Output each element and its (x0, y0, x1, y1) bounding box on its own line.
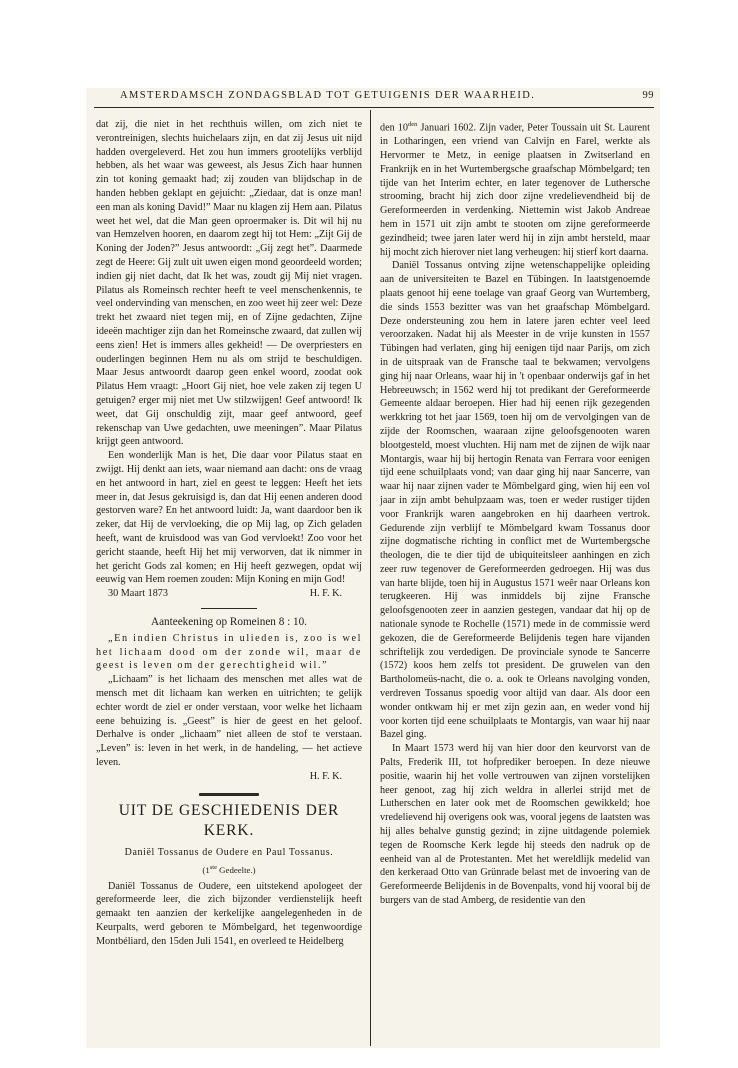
part-prefix: (1 (202, 864, 210, 875)
column-divider (370, 110, 371, 1046)
sermon-date: 30 Maart 1873 (108, 588, 168, 600)
right-column (380, 118, 650, 908)
part-ordinal: ste (209, 863, 217, 871)
part-suffix: Gedeelte.) (216, 864, 256, 875)
left-column (96, 118, 362, 949)
masthead-title: AMSTERDAMSCH ZONDAGSBLAD TOT GETUIGENIS DER WAARHEID. (120, 90, 536, 101)
annotation-author: H. F. K. (309, 770, 342, 782)
ornamental-rule (199, 793, 259, 796)
section-part (96, 860, 362, 878)
annotation-quote: „En indien Christus in ulieden is, zoo is wel het lichaam dood om der zonde wil, maar de geest is leven om der gerechtigheid wil.” (96, 632, 362, 672)
sermon-paragraph-2: Een wonderlijk Man is het, Die daar voor Pilatus staat en zwijgt. Hij denkt aan iets, waar niemand aan dacht: ons de vraag en het antwoord in hart, ziel en geest te leggen: Heeft het iets meer in, dat Jesus gekruisigd is, dan dat Hij eenen anderen dood gestorven ware? En het antwoord luidt: Ja, want daardoor ben ik zeker, dat Hij de vervloeking, die op Mij lag, op Zich geladen heeft, want de kruisdood was van God vervloekt! Zoo voor het gericht staande, heeft Hij het mij verworven, dat ik nimmer in het gericht Gods zal komen; en Hij heeft gezwegen, opdat wij eeuwig van Hem roemen zouden: Mijn Koning en mijn God! (96, 450, 362, 586)
section-title: UIT DE GESCHIEDENIS DER KERK. (118, 801, 340, 839)
annotation-title: Aanteekening op Romeinen 8 : 10. (151, 615, 307, 628)
history-paragraph-4: In Maart 1573 werd hij van hier door den keurvorst van de Palts, Frederik III, tot hofprediker beroepen. In deze nieuwe positie, waarin hij het volle vertrouwen van zijnen vorstelijken heer genoot, zag hij zich weldra in allerlei strijd met de Lutherschen en later ook met de Roomschen gewikkeld; hoe vredelievend hij overigens ook was, vooral jegens de laatsten was hij alles behalve gunstig gezind; in zijne uitdagende polemiek tegen de Roomsche Kerk legde hij steeds den nadruk op de eenheid van al de Protestanten. Met het wereldlijk medelid van den kerkeraad Otto van Grünrade belast met de invoering van de Gereformeerde Belijdenis in de Bovenpalts, vond hij vooral bij de burgers van de stad Amberg, de residentie van den (380, 743, 650, 907)
annotation-body: „Lichaam” is het lichaam des menschen met alles wat de mensch met dit lichaam kan werken en uitrichten; te gelijk echter wordt de ziel er onder verstaan, voor welke het lichaam eene behuizing is. „Geest” is hier de geest en het geloof. Derhalve is onder „lichaam” niet alleen de stof te verstaan. „Leven” is: leven in het werk, in de handeling, — het actieve leven. (96, 674, 362, 769)
sermon-signature (96, 587, 362, 601)
sermon-paragraph-1: dat zij, die niet in het rechthuis willen, om zich niet te verontreinigen, slechts huichelaars zijn, en dat zij Jesus uit nijd hadden overgeleverd. Het zou hun immers grootelijks verblijd hebben, als het waar was geweest, als Jesus Zich haar hunnen zin tot koning gemaakt had; zij zouden van blijdschap in de handen hebben geklapt en gejuicht: „Ziedaar, dat is onze man! een man als koning David!” Maar nu klagen zij Hem aan. Pilatus weet het wel, dat die Man geen oproermaker is. Dit wil hij nu van Hemzelven hooren, en daarom zegt hij tot Hem: „Zijt Gij de Koning der Joden?” Jesus antwoordt: „Gij zegt het”. Daarmede zegt de Heere: Gij zult uit uwen eigen mond geoordeeld worden; indien gij niet dacht, dat Ik het was, zoudt gij Mij niet vragen. Pilatus als Romeinsch rechter heeft te veel menschenkennis, te veel ondervinding van menschen, en zoo weet hij zeer wel: Deze trekt het zwaard niet tegen mij, en of Zijne gedachten, Zijne ideeën machtiger zijn dan het Romeinsche zwaard, dat zullen wij eens zien! Het is immers alles gekheid! — De overpriesters en ouderlingen beginnen Hem nu als om strijd te beschuldigen. Maar Jesus antwoordt daarop geen enkel woord, zoodat ook Pilatus Hem vraagt: „Hoort Gij niet, hoe vele zaken zij tegen U getuigen? erger mij niet met Uw stilzwijgen! Geef antwoord! Ik weet, dat Gij onschuldig zijt, maar geef antwoord, geef rekenschap van Uwe gedachten, uwe meeningen”. Maar Pilatus krijgt geen antwoord. (96, 119, 362, 448)
article-separator (201, 608, 257, 609)
running-header (94, 90, 654, 106)
history-paragraph-1: Daniël Tossanus de Oudere, een uitstekend apologeet der gereformeerde leer, die zich bijzonder verdienstelijk heeft gemaakt ten aanzien der kerkelijke aangelegenheden in de Keurpalts, werd geboren te Mömbelgard, het tegenwoordige Montbéliard, den 15den Juli 1541, en overleed te Heidelberg (96, 880, 362, 947)
date-ordinal: den (408, 121, 418, 128)
sermon-author: H. F. K. (309, 588, 342, 600)
date-prefix: den 10 (380, 122, 409, 134)
newspaper-page (86, 88, 660, 1048)
section-subtitle: Daniël Tossanus de Oudere en Paul Tossanus. (124, 846, 334, 858)
history-paragraph-2 (380, 118, 650, 259)
header-rule (94, 107, 654, 108)
history-paragraph-2-text: Januari 1602. Zijn vader, Peter Toussain uit St. Laurent in Lotharingen, een vriend van Calvijn en Farel, werkte als Hervormer te Metz, in eenige plaatsen in Zwitserland en Frankrijk en in het Wurtembergsche graafschap Mömbelgard; ten tijde van het Interim echter, en later tegenover de Luthersche strooming, bracht hij zich door zijne vredelievendheid bij de Gereformeerden in verdenking. Niettemin wist Jakob Andreae hem in 1571 uit zijn ambt te stooten om zijne gereformeerde gezindheid; twee jaren later werd hij in zijn ambt hersteld, maar hij mocht zich hierover niet lang verheugen: hij stierf kort daarna. (380, 122, 650, 258)
annotation-signature (96, 770, 362, 784)
history-paragraph-3: Daniël Tossanus ontving zijne wetenschappelijke opleiding aan de universiteiten te Bazel en Tübingen. In laatstgenoemde plaats genoot hij eene toelage van graaf Georg van Wurtemberg, die sinds 1553 bezitter was van het graafschap Mömbelgard. Deze ondersteuning zou hem in latere jaren echter veel leed veroorzaken. Nadat hij als Meester in de vrije kunsten in 1557 Tübingen had verlaten, ging hij eenigen tijd naar Parijs, om zich in de uitspraak van de Fransche taal te bekwamen; vervolgens ging hij naar Orleans, waar hij in 't openbaar onderwijs gaf in het Hebreeuwsch; in 1562 werd hij tot predikant der Gereformeerde Gemeente aldaar beroepen. Hier had hij eenen rijk gezegenden werkkring tot het jaar 1569, toen hij om de vervolgingen van de zijde der Roomschen, waaraan zijne geloofsgenooten waren blootgesteld, moest vluchten. Hij nam met de zijnen de wijk naar Montargis, waar hij bij hertogin Renata van Ferrara voor eenigen tijd eene schuilplaats vond; van daar ging hij naar Sancerre, van waar hij naar zijnen vader te Mömbelgard ging, wien hij een vol jaar in zijn ambt behulpzaam was, toen er weder rustiger tijden voor Frankrijk waren aangebroken en hij daarheen vertrok. Gedurende zijn verblijf te Mömbelgard kwam Tossanus door zijne dogmatische richting in conflict met de Wurtembergsche theologen, die te dier tijd de ubiquiteitsleer aanhingen en zich zeer ruw tegenover de Gereformeerden gedroegen. Hij was dus van harte blijde, toen hij in Augustus 1571 weêr naar Orleans kon terugkeeren. Hij was inmiddels bij zijne Fransche geloofsgenooten zeer in aanzien gestegen, vandaar dat hij op de nationale synode te Rochelle (1571) mede in de commissie werd gekozen, die de Gereformeerde Belijdenis tegen hare vijanden schriftelijk zou verdedigen. De provinciale synode te Sancerre (1572) koos hem zelfs tot president. De gruwelen van den Bartholomeüs-nacht, die o. a. ook te Orleans navolging vonden, verdreven Tossanus spoedig voor altijd van daar. Als door een wonder ontkwam hij er met zijn gezin aan, en weder vond hij voor korten tijd eene schuilplaats te Montargis, van waar hij naar Bazel ging. (380, 260, 650, 741)
page-number: 99 (642, 90, 654, 101)
